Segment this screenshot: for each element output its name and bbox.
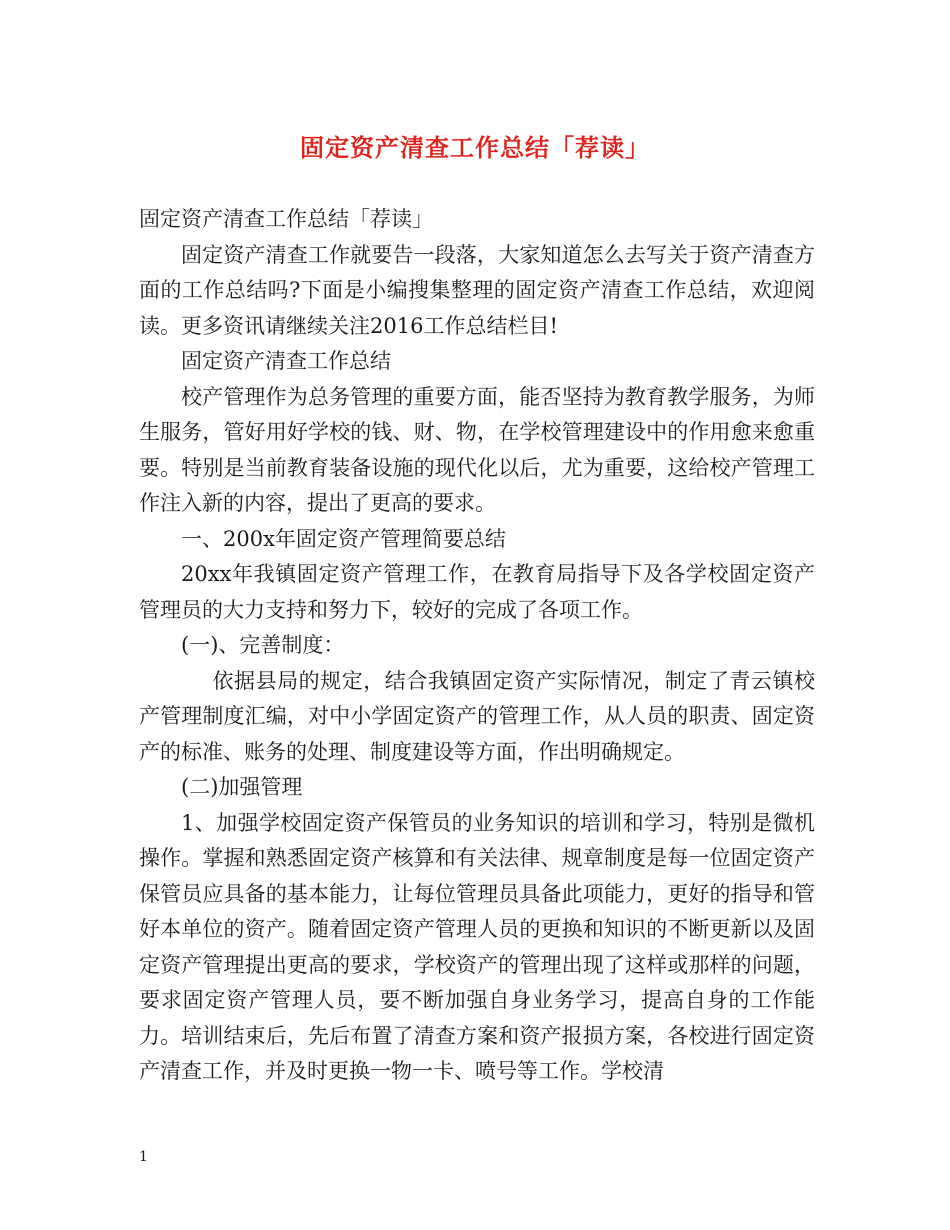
paragraph-system: 依据县局的规定，结合我镇固定资产实际情况，制定了青云镇校产管理制度汇编，对中小学固定资产的管理工作，从人员的职责、固定资产的标准、账务的处理、制度建设等方面，作出明确规定。 [139,668,815,764]
paragraph-subtitle: 固定资产清查工作总结「荐读」 [139,207,433,231]
paragraph-annual-work: 20xx年我镇固定资产管理工作，在教育局指导下及各学校固定资产管理员的大力支持和努力下，较好的完成了各项工作。 [139,562,815,622]
document-title: 固定资产清查工作总结「荐读」 [300,133,650,162]
paragraph-intro: 固定资产清查工作就要告一段落，大家知道怎么去写关于资产清查方面的工作总结吗?下面是小编搜集整理的固定资产清查工作总结，欢迎阅读。更多资讯请继续关注2016工作总结栏目! [139,242,815,338]
section-heading-one: 一、200x年固定资产管理简要总结 [181,526,506,551]
subsection-heading-management: (二)加强管理 [181,775,303,799]
section-heading-summary: 固定资产清查工作总结 [181,349,391,373]
paragraph-school-property: 校产管理作为总务管理的重要方面，能否坚持为教育教学服务，为师生服务，管好用好学校的钱、财、物，在学校管理建设中的作用愈来愈重要。特别是当前教育装备设施的现代化以后，尤为重要，这给校产管理工作注入新的内容，提出了更高的要求。 [139,384,815,515]
paragraph-training: 1、加强学校固定资产保管员的业务知识的培训和学习，特别是微机操作。掌握和熟悉固定资产核算和有关法律、规章制度是每一位固定资产保管员应具备的基本能力，让每位管理员具备此项能力，更好的指导和管好本单位的资产。随着固定资产管理人员的更换和知识的不断更新以及固定资产管理提出更高的要求，学校资产的管理出现了这样或那样的问题，要求固定资产管理人员，要不断加强自身业务学习，提高自身的工作能力。培训结束后，先后布置了清查方案和资产报损方案，各校进行固定资产清查工作，并及时更换一物一卡、喷号等工作。学校清 [139,810,815,1083]
document-body [139,202,815,1090]
page-number: 1 [139,1149,148,1165]
subsection-heading-system: (一)、完善制度： [181,633,345,657]
